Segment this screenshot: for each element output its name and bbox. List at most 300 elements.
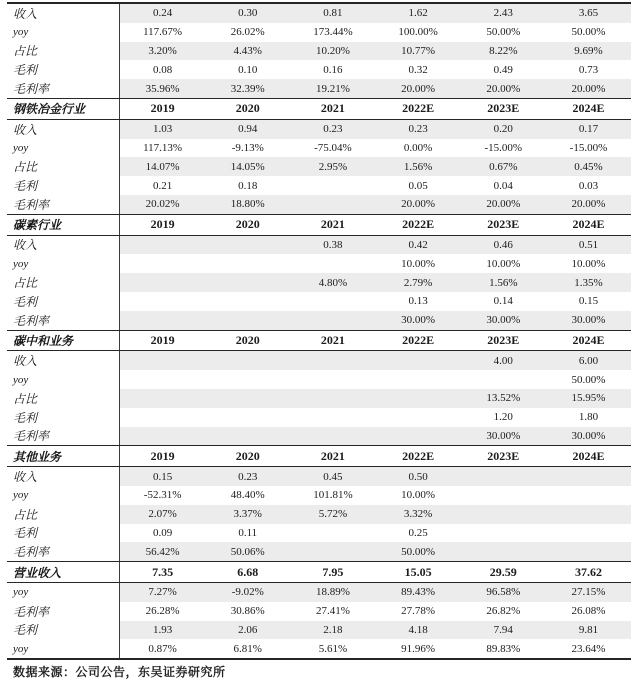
section-total-cell: 15.05 <box>404 564 432 579</box>
financial-table <box>7 2 631 660</box>
data-cell <box>290 542 375 561</box>
table-row <box>7 524 631 543</box>
data-cell: -15.00% <box>484 141 523 154</box>
data-cell: 0.08 <box>152 63 173 76</box>
row-cells <box>120 311 631 330</box>
row-cells <box>120 583 631 602</box>
table-row <box>7 542 631 561</box>
data-cell: 0.42 <box>408 238 428 251</box>
data-cell: 0.94 <box>238 123 258 136</box>
section-title: 营业收入 <box>7 562 120 582</box>
data-cell <box>461 467 546 486</box>
data-cell: 0.73 <box>578 63 599 76</box>
section-header-cells <box>120 99 631 119</box>
data-cell: 0.14 <box>493 295 513 308</box>
row-cells <box>120 273 631 292</box>
row-cells <box>120 639 631 658</box>
row-cells <box>120 351 631 370</box>
data-cell: 0.09 <box>152 526 173 539</box>
section-total-cell: 7.95 <box>322 564 344 579</box>
data-cell <box>205 389 290 408</box>
year-header-cell: 2020 <box>235 332 260 347</box>
table-row <box>7 467 631 486</box>
data-cell: 2.95% <box>318 160 348 173</box>
data-cell: 0.49 <box>493 63 513 76</box>
data-cell: 14.05% <box>230 160 265 173</box>
section-title: 碳素行业 <box>7 215 120 235</box>
data-cell: 2.06 <box>238 623 258 636</box>
table-row <box>7 176 631 195</box>
data-cell: 1.62 <box>408 7 428 20</box>
data-cell <box>546 542 631 561</box>
year-header-cell: 2021 <box>320 217 345 232</box>
data-cell <box>546 467 631 486</box>
table-row <box>7 427 631 446</box>
row-cells <box>120 467 631 486</box>
row-cells <box>120 505 631 524</box>
table-row <box>7 23 631 42</box>
data-cell: 0.13 <box>408 295 428 308</box>
data-cell: 3.37% <box>233 508 262 521</box>
row-label: 毛利率 <box>7 427 120 446</box>
data-cell: 2.79% <box>403 276 433 289</box>
row-label: yoy <box>7 23 120 42</box>
data-cell: 50.00% <box>401 545 436 558</box>
year-header-cell: 2023E <box>487 448 520 463</box>
data-cell: 0.38 <box>323 238 343 251</box>
data-cell: 0.15 <box>578 295 599 308</box>
data-cell: 23.64% <box>571 642 606 655</box>
data-cell: 89.43% <box>401 586 436 599</box>
section-total-cell: 29.59 <box>489 564 517 579</box>
data-cell <box>290 389 375 408</box>
year-header-cell: 2019 <box>150 332 175 347</box>
data-cell: 19.21% <box>315 82 350 95</box>
data-cell: 89.83% <box>486 642 521 655</box>
data-cell: 4.00 <box>493 354 513 367</box>
row-label: 收入 <box>7 351 120 370</box>
section-total-cell: 7.35 <box>152 564 174 579</box>
section-total-cell: 37.62 <box>574 564 602 579</box>
data-cell: 2.43 <box>493 7 513 20</box>
table-row <box>7 273 631 292</box>
data-cell: 117.13% <box>143 141 183 154</box>
data-cell: 0.03 <box>578 179 599 192</box>
year-header-cell: 2023E <box>487 217 520 232</box>
data-cell <box>205 351 290 370</box>
year-header-cell: 2023E <box>487 101 520 116</box>
year-header-cell: 2023E <box>487 332 520 347</box>
row-label: 毛利率 <box>7 602 120 621</box>
data-cell: 0.05 <box>408 179 428 192</box>
data-cell: 0.45 <box>323 470 343 483</box>
data-cell: 30.00% <box>486 429 521 442</box>
data-cell <box>376 351 461 370</box>
table-row <box>7 42 631 61</box>
data-cell: 27.15% <box>571 586 606 599</box>
data-cell: 32.39% <box>230 82 265 95</box>
data-cell: 26.08% <box>571 605 606 618</box>
data-cell: 0.16 <box>323 63 343 76</box>
data-cell <box>205 311 290 330</box>
data-cell <box>205 273 290 292</box>
data-cell: 10.20% <box>315 44 350 57</box>
data-cell: 4.18 <box>408 623 428 636</box>
data-cell <box>205 292 290 311</box>
data-cell <box>120 273 205 292</box>
data-cell: 18.80% <box>230 198 265 211</box>
row-cells <box>120 254 631 273</box>
data-cell: 35.96% <box>145 82 180 95</box>
row-cells <box>120 292 631 311</box>
table-row <box>7 639 631 658</box>
data-cell <box>546 524 631 543</box>
data-cell: 0.23 <box>408 123 428 136</box>
year-header-cell: 2019 <box>150 101 175 116</box>
data-cell: 0.50 <box>408 470 428 483</box>
data-cell: 20.00% <box>401 198 436 211</box>
data-cell: 50.06% <box>230 545 265 558</box>
row-cells <box>120 602 631 621</box>
data-cell <box>290 408 375 427</box>
row-cells <box>120 486 631 505</box>
data-cell: 10.00% <box>401 257 436 270</box>
row-label: yoy <box>7 370 120 389</box>
data-cell: 1.80 <box>578 411 599 424</box>
section-header-row <box>7 330 631 352</box>
data-cell <box>461 542 546 561</box>
year-header-cell: 2022E <box>402 448 435 463</box>
data-cell: 15.95% <box>571 392 606 405</box>
data-cell: 1.35% <box>574 276 603 289</box>
data-cell: 6.81% <box>233 642 262 655</box>
data-cell <box>205 370 290 389</box>
year-header-cell: 2022E <box>402 101 435 116</box>
data-cell: 0.51 <box>578 238 599 251</box>
data-cell <box>120 292 205 311</box>
data-cell <box>290 524 375 543</box>
year-header-cell: 2024E <box>572 332 605 347</box>
year-header-cell: 2020 <box>235 448 260 463</box>
row-cells <box>120 4 631 23</box>
table-row <box>7 621 631 640</box>
data-cell <box>376 408 461 427</box>
data-cell: 0.20 <box>493 123 513 136</box>
section-total-cell: 6.68 <box>237 564 259 579</box>
table-row <box>7 236 631 255</box>
row-cells <box>120 60 631 79</box>
data-cell: 20.00% <box>401 82 436 95</box>
table-row <box>7 351 631 370</box>
data-cell: 20.02% <box>145 198 180 211</box>
year-header-cell: 2020 <box>235 217 260 232</box>
row-label: 毛利率 <box>7 195 120 214</box>
data-cell <box>120 408 205 427</box>
table-row <box>7 195 631 214</box>
row-label: 毛利率 <box>7 542 120 561</box>
data-cell <box>376 427 461 446</box>
data-cell: 56.42% <box>145 545 180 558</box>
row-label: 占比 <box>7 157 120 176</box>
section-header-row <box>7 445 631 467</box>
section-title: 其他业务 <box>7 446 120 466</box>
data-cell: 3.20% <box>148 44 177 57</box>
data-cell: 7.27% <box>148 586 177 599</box>
row-label: yoy <box>7 486 120 505</box>
data-cell: 1.56% <box>403 160 433 173</box>
row-label: 收入 <box>7 120 120 139</box>
data-cell: 20.00% <box>571 82 606 95</box>
data-cell: 1.03 <box>152 123 173 136</box>
year-header-cell: 2021 <box>320 332 345 347</box>
table-row <box>7 79 631 98</box>
year-header-cell: 2021 <box>320 448 345 463</box>
data-cell: 0.10 <box>238 63 258 76</box>
data-cell <box>290 427 375 446</box>
table-row <box>7 254 631 273</box>
table-row <box>7 583 631 602</box>
data-cell: 30.00% <box>571 429 606 442</box>
data-cell: 50.00% <box>571 373 606 386</box>
data-cell: 100.00% <box>398 26 438 39</box>
data-cell: 0.45% <box>574 160 603 173</box>
data-cell: 1.56% <box>489 276 518 289</box>
row-label: 收入 <box>7 4 120 23</box>
data-cell <box>120 389 205 408</box>
data-cell: 0.00% <box>403 141 433 154</box>
data-cell <box>290 176 375 195</box>
data-cell: 117.67% <box>143 26 183 39</box>
data-cell: -15.00% <box>569 141 608 154</box>
year-header-cell: 2024E <box>572 448 605 463</box>
row-cells <box>120 42 631 61</box>
row-label: 占比 <box>7 389 120 408</box>
row-cells <box>120 79 631 98</box>
data-cell: 48.40% <box>230 489 265 502</box>
section-header-row <box>7 214 631 236</box>
row-cells <box>120 408 631 427</box>
row-cells <box>120 621 631 640</box>
data-cell <box>120 236 205 255</box>
data-cell: 4.80% <box>318 276 348 289</box>
year-header-cell: 2022E <box>402 217 435 232</box>
table-row <box>7 408 631 427</box>
data-cell: 0.30 <box>238 7 258 20</box>
data-cell: 0.04 <box>493 179 513 192</box>
row-label: 毛利率 <box>7 311 120 330</box>
data-cell: -9.02% <box>231 586 264 599</box>
row-label: yoy <box>7 639 120 658</box>
row-label: 毛利 <box>7 176 120 195</box>
data-cell: -75.04% <box>314 141 352 154</box>
data-cell <box>461 505 546 524</box>
year-header-cell: 2024E <box>572 217 605 232</box>
data-cell: 7.94 <box>493 623 513 636</box>
row-label: 收入 <box>7 236 120 255</box>
row-label: 毛利 <box>7 408 120 427</box>
data-cell: 0.15 <box>152 470 173 483</box>
data-cell: 0.21 <box>152 179 173 192</box>
section-header-row <box>7 98 631 120</box>
row-label: 毛利 <box>7 524 120 543</box>
data-cell <box>120 351 205 370</box>
data-cell: 30.00% <box>486 314 521 327</box>
data-cell <box>290 195 375 214</box>
data-cell: 50.00% <box>486 26 521 39</box>
data-cell <box>290 351 375 370</box>
data-cell <box>205 236 290 255</box>
data-cell: 96.58% <box>486 586 521 599</box>
data-cell: 18.89% <box>315 586 350 599</box>
row-cells <box>120 427 631 446</box>
table-row <box>7 602 631 621</box>
data-cell: 8.22% <box>489 44 518 57</box>
row-label: 收入 <box>7 467 120 486</box>
data-cell <box>546 486 631 505</box>
table-row <box>7 370 631 389</box>
data-cell <box>290 292 375 311</box>
section-header-cells <box>120 562 631 582</box>
row-label: 占比 <box>7 273 120 292</box>
table-row <box>7 292 631 311</box>
data-cell: 5.72% <box>318 508 348 521</box>
data-cell: 30.00% <box>571 314 606 327</box>
data-cell <box>120 427 205 446</box>
row-label: 占比 <box>7 505 120 524</box>
year-header-cell: 2019 <box>150 448 175 463</box>
data-cell: 30.00% <box>401 314 436 327</box>
data-cell <box>120 370 205 389</box>
table-row <box>7 505 631 524</box>
row-cells <box>120 236 631 255</box>
section-header-cells <box>120 446 631 466</box>
row-label: 毛利 <box>7 292 120 311</box>
data-cell: 5.61% <box>318 642 348 655</box>
row-cells <box>120 370 631 389</box>
data-cell: 0.17 <box>578 123 599 136</box>
row-cells <box>120 120 631 139</box>
table-row <box>7 389 631 408</box>
data-cell: 2.07% <box>148 508 177 521</box>
data-cell: 26.82% <box>486 605 521 618</box>
data-cell: 0.81 <box>323 7 343 20</box>
row-cells <box>120 524 631 543</box>
data-cell: 4.43% <box>233 44 262 57</box>
data-cell <box>205 427 290 446</box>
row-label: yoy <box>7 139 120 158</box>
data-cell <box>205 254 290 273</box>
table-row <box>7 120 631 139</box>
table-row <box>7 139 631 158</box>
row-label: 占比 <box>7 42 120 61</box>
data-cell: 26.28% <box>145 605 180 618</box>
data-cell: 3.65 <box>578 7 599 20</box>
data-cell: 13.52% <box>486 392 521 405</box>
data-cell: -9.13% <box>231 141 264 154</box>
row-cells <box>120 139 631 158</box>
data-cell <box>461 524 546 543</box>
data-cell <box>461 370 546 389</box>
data-cell: 0.25 <box>408 526 428 539</box>
year-header-cell: 2024E <box>572 101 605 116</box>
table-row <box>7 157 631 176</box>
data-cell: 27.78% <box>401 605 436 618</box>
data-cell: 9.69% <box>574 44 603 57</box>
table-row <box>7 486 631 505</box>
year-header-cell: 2022E <box>402 332 435 347</box>
data-cell: 0.23 <box>323 123 343 136</box>
data-cell: 0.18 <box>238 179 258 192</box>
section-header-cells <box>120 331 631 351</box>
row-cells <box>120 23 631 42</box>
table-row <box>7 4 631 23</box>
section-header-row <box>7 561 631 583</box>
data-cell: 173.44% <box>313 26 353 39</box>
data-cell: 91.96% <box>401 642 436 655</box>
year-header-cell: 2021 <box>320 101 345 116</box>
data-cell: 27.41% <box>315 605 350 618</box>
table-row <box>7 311 631 330</box>
row-label: 毛利 <box>7 621 120 640</box>
data-cell: 0.87% <box>148 642 177 655</box>
data-cell: 1.20 <box>493 411 513 424</box>
data-cell: 14.07% <box>145 160 180 173</box>
data-cell: 1.93 <box>152 623 173 636</box>
data-cell: 20.00% <box>486 198 521 211</box>
data-cell <box>461 486 546 505</box>
section-title: 碳中和业务 <box>7 331 120 351</box>
data-cell <box>290 370 375 389</box>
data-cell: 0.24 <box>152 7 173 20</box>
data-cell: 26.02% <box>230 26 265 39</box>
data-cell <box>120 311 205 330</box>
data-cell: 10.77% <box>401 44 436 57</box>
row-label: 毛利 <box>7 60 120 79</box>
data-cell <box>290 311 375 330</box>
data-cell: 0.11 <box>238 526 258 539</box>
row-label: yoy <box>7 583 120 602</box>
row-label: 毛利率 <box>7 79 120 98</box>
data-cell <box>376 389 461 408</box>
data-cell: 101.81% <box>313 489 353 502</box>
data-cell: 0.67% <box>489 160 518 173</box>
data-cell: 6.00 <box>578 354 599 367</box>
data-cell <box>290 254 375 273</box>
data-cell: -52.31% <box>143 489 182 502</box>
row-cells <box>120 542 631 561</box>
row-label: yoy <box>7 254 120 273</box>
year-header-cell: 2019 <box>150 217 175 232</box>
data-cell: 30.86% <box>230 605 265 618</box>
data-cell: 10.00% <box>401 489 436 502</box>
row-cells <box>120 389 631 408</box>
data-cell: 10.00% <box>486 257 521 270</box>
data-cell <box>205 408 290 427</box>
data-cell: 0.46 <box>493 238 513 251</box>
data-cell: 0.32 <box>408 63 428 76</box>
data-cell: 9.81 <box>578 623 599 636</box>
section-header-cells <box>120 215 631 235</box>
data-cell: 2.18 <box>323 623 343 636</box>
section-title: 钢铁冶金行业 <box>7 99 120 119</box>
data-cell: 50.00% <box>571 26 606 39</box>
data-cell <box>376 370 461 389</box>
row-cells <box>120 157 631 176</box>
data-cell: 20.00% <box>571 198 606 211</box>
data-cell <box>120 254 205 273</box>
data-cell: 3.32% <box>403 508 433 521</box>
data-cell: 20.00% <box>486 82 521 95</box>
